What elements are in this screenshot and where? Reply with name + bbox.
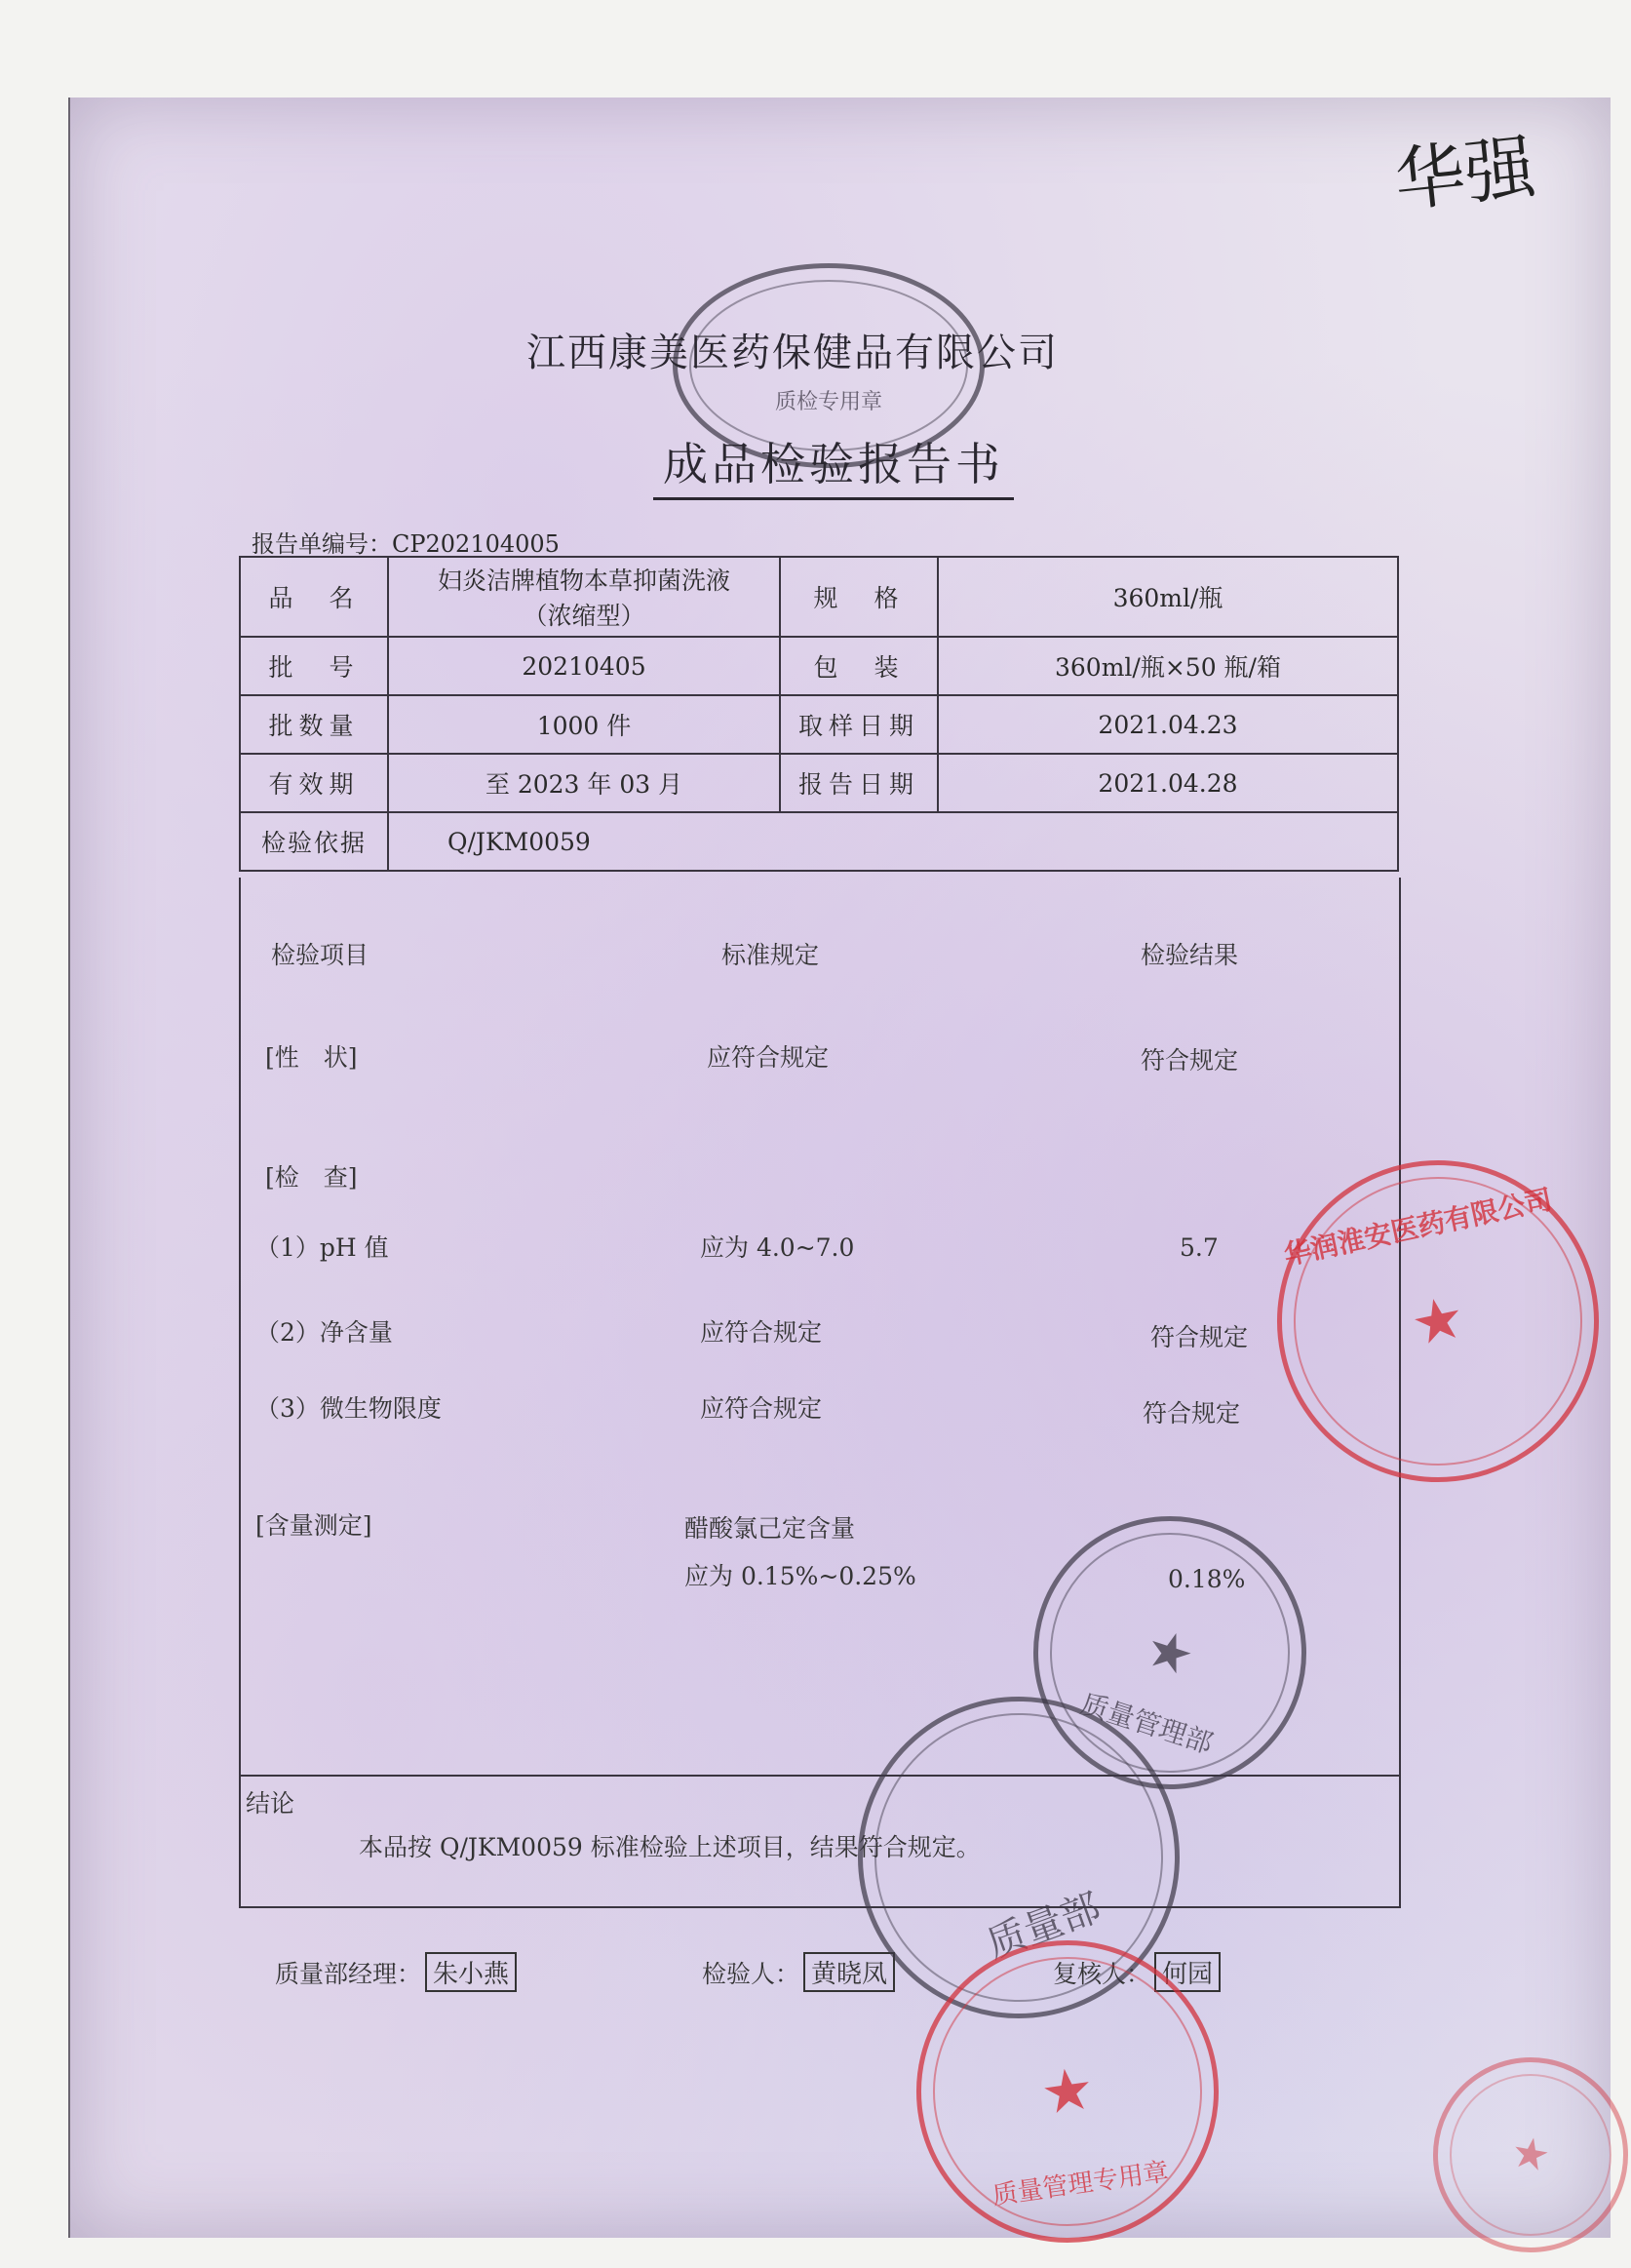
product-label: 品 名 xyxy=(240,557,388,637)
product-info-table xyxy=(239,556,1399,872)
appearance-label: [性 状] xyxy=(265,1043,358,1072)
product-name xyxy=(388,557,780,637)
table-row xyxy=(240,695,1398,754)
inspector-signature xyxy=(702,1952,895,1992)
inspector-name: 黄晓凤 xyxy=(803,1952,895,1992)
ph-standard: 应为 4.0~7.0 xyxy=(700,1233,855,1262)
red-seal-right-text: 华润淮安医药有限公司 xyxy=(1281,1183,1555,1271)
microbial-label: （3）微生物限度 xyxy=(255,1394,442,1423)
dark-seal-center-text: 质量管理部 xyxy=(1076,1687,1218,1761)
qa-manager-signature xyxy=(275,1952,517,1992)
expiry-label: 有效期 xyxy=(240,754,388,812)
spec-value: 360ml/瓶 xyxy=(938,557,1398,637)
table-row xyxy=(240,637,1398,695)
report-date-label: 报告日期 xyxy=(780,754,938,812)
col-header-result: 检验结果 xyxy=(1141,941,1239,969)
company-name: 江西康美医药保健品有限公司 xyxy=(526,331,1059,375)
basis-label: 检验依据 xyxy=(240,812,388,871)
report-number-label: 报告单编号： xyxy=(252,530,392,558)
appearance-standard: 应符合规定 xyxy=(707,1043,830,1072)
sampling-date-value: 2021.04.23 xyxy=(938,695,1398,754)
assay-result: 0.18% xyxy=(1168,1565,1246,1593)
star-icon: ★ xyxy=(1507,2126,1554,2183)
dark-seal-lower-text: 质量部 xyxy=(981,1885,1107,1968)
appearance-result: 符合规定 xyxy=(1141,1046,1239,1075)
star-icon: ★ xyxy=(1138,1616,1202,1689)
reviewer-label: 复核人： xyxy=(1053,1960,1151,1988)
reviewer-name: 何园 xyxy=(1154,1952,1221,1992)
assay-label: [含量测定] xyxy=(255,1511,372,1540)
table-row xyxy=(240,812,1398,871)
inspection-label: [检 查] xyxy=(265,1163,358,1192)
col-header-item: 检验项目 xyxy=(271,941,369,969)
star-icon: ★ xyxy=(1405,1282,1471,1360)
table-row xyxy=(240,754,1398,812)
col-header-standard: 标准规定 xyxy=(721,941,820,969)
net-content-result: 符合规定 xyxy=(1150,1323,1249,1351)
package-label: 包 装 xyxy=(780,637,938,695)
product-name-line2: （浓缩型） xyxy=(523,602,645,630)
microbial-standard: 应符合规定 xyxy=(700,1394,823,1423)
expiry-value: 至 2023 年 03 月 xyxy=(388,754,780,812)
package-value: 360ml/瓶×50 瓶/箱 xyxy=(938,637,1398,695)
assay-standard-line2: 应为 0.15%~0.25% xyxy=(684,1562,916,1590)
report-number xyxy=(252,525,560,559)
table-row xyxy=(240,557,1398,637)
batch-label: 批 号 xyxy=(240,637,388,695)
assay-standard-line1: 醋酸氯己定含量 xyxy=(684,1514,856,1543)
report-number-value: CP202104005 xyxy=(392,530,560,558)
spec-label: 规 格 xyxy=(780,557,938,637)
company-seal-top-text: 质检专用章 xyxy=(774,389,882,414)
ph-label: （1）pH 值 xyxy=(255,1233,389,1262)
inspector-label: 检验人： xyxy=(702,1960,800,1988)
conclusion-text: 本品按 Q/JKM0059 标准检验上述项目，结果符合规定。 xyxy=(359,1833,981,1861)
microbial-result: 符合规定 xyxy=(1143,1399,1241,1427)
basis-value: Q/JKM0059 xyxy=(388,812,1398,871)
sampling-date-label: 取样日期 xyxy=(780,695,938,754)
qa-manager-name: 朱小燕 xyxy=(425,1952,517,1992)
red-seal-bottom-text: 质量管理专用章 xyxy=(990,2157,1171,2211)
batch-value: 20210405 xyxy=(388,637,780,695)
handwritten-note: 华强 xyxy=(1390,125,1539,222)
conclusion-label: 结论 xyxy=(246,1789,295,1818)
star-icon: ★ xyxy=(1036,2053,1099,2130)
net-content-label: （2）净含量 xyxy=(255,1318,393,1347)
document-title: 成品检验报告书 xyxy=(653,429,1014,500)
qa-manager-label: 质量部经理： xyxy=(275,1960,422,1988)
report-date-value: 2021.04.28 xyxy=(938,754,1398,812)
ph-result: 5.7 xyxy=(1180,1233,1219,1262)
net-content-standard: 应符合规定 xyxy=(700,1318,823,1347)
quantity-value: 1000 件 xyxy=(388,695,780,754)
product-name-line1: 妇炎洁牌植物本草抑菌洗液 xyxy=(437,567,730,595)
quantity-label: 批数量 xyxy=(240,695,388,754)
